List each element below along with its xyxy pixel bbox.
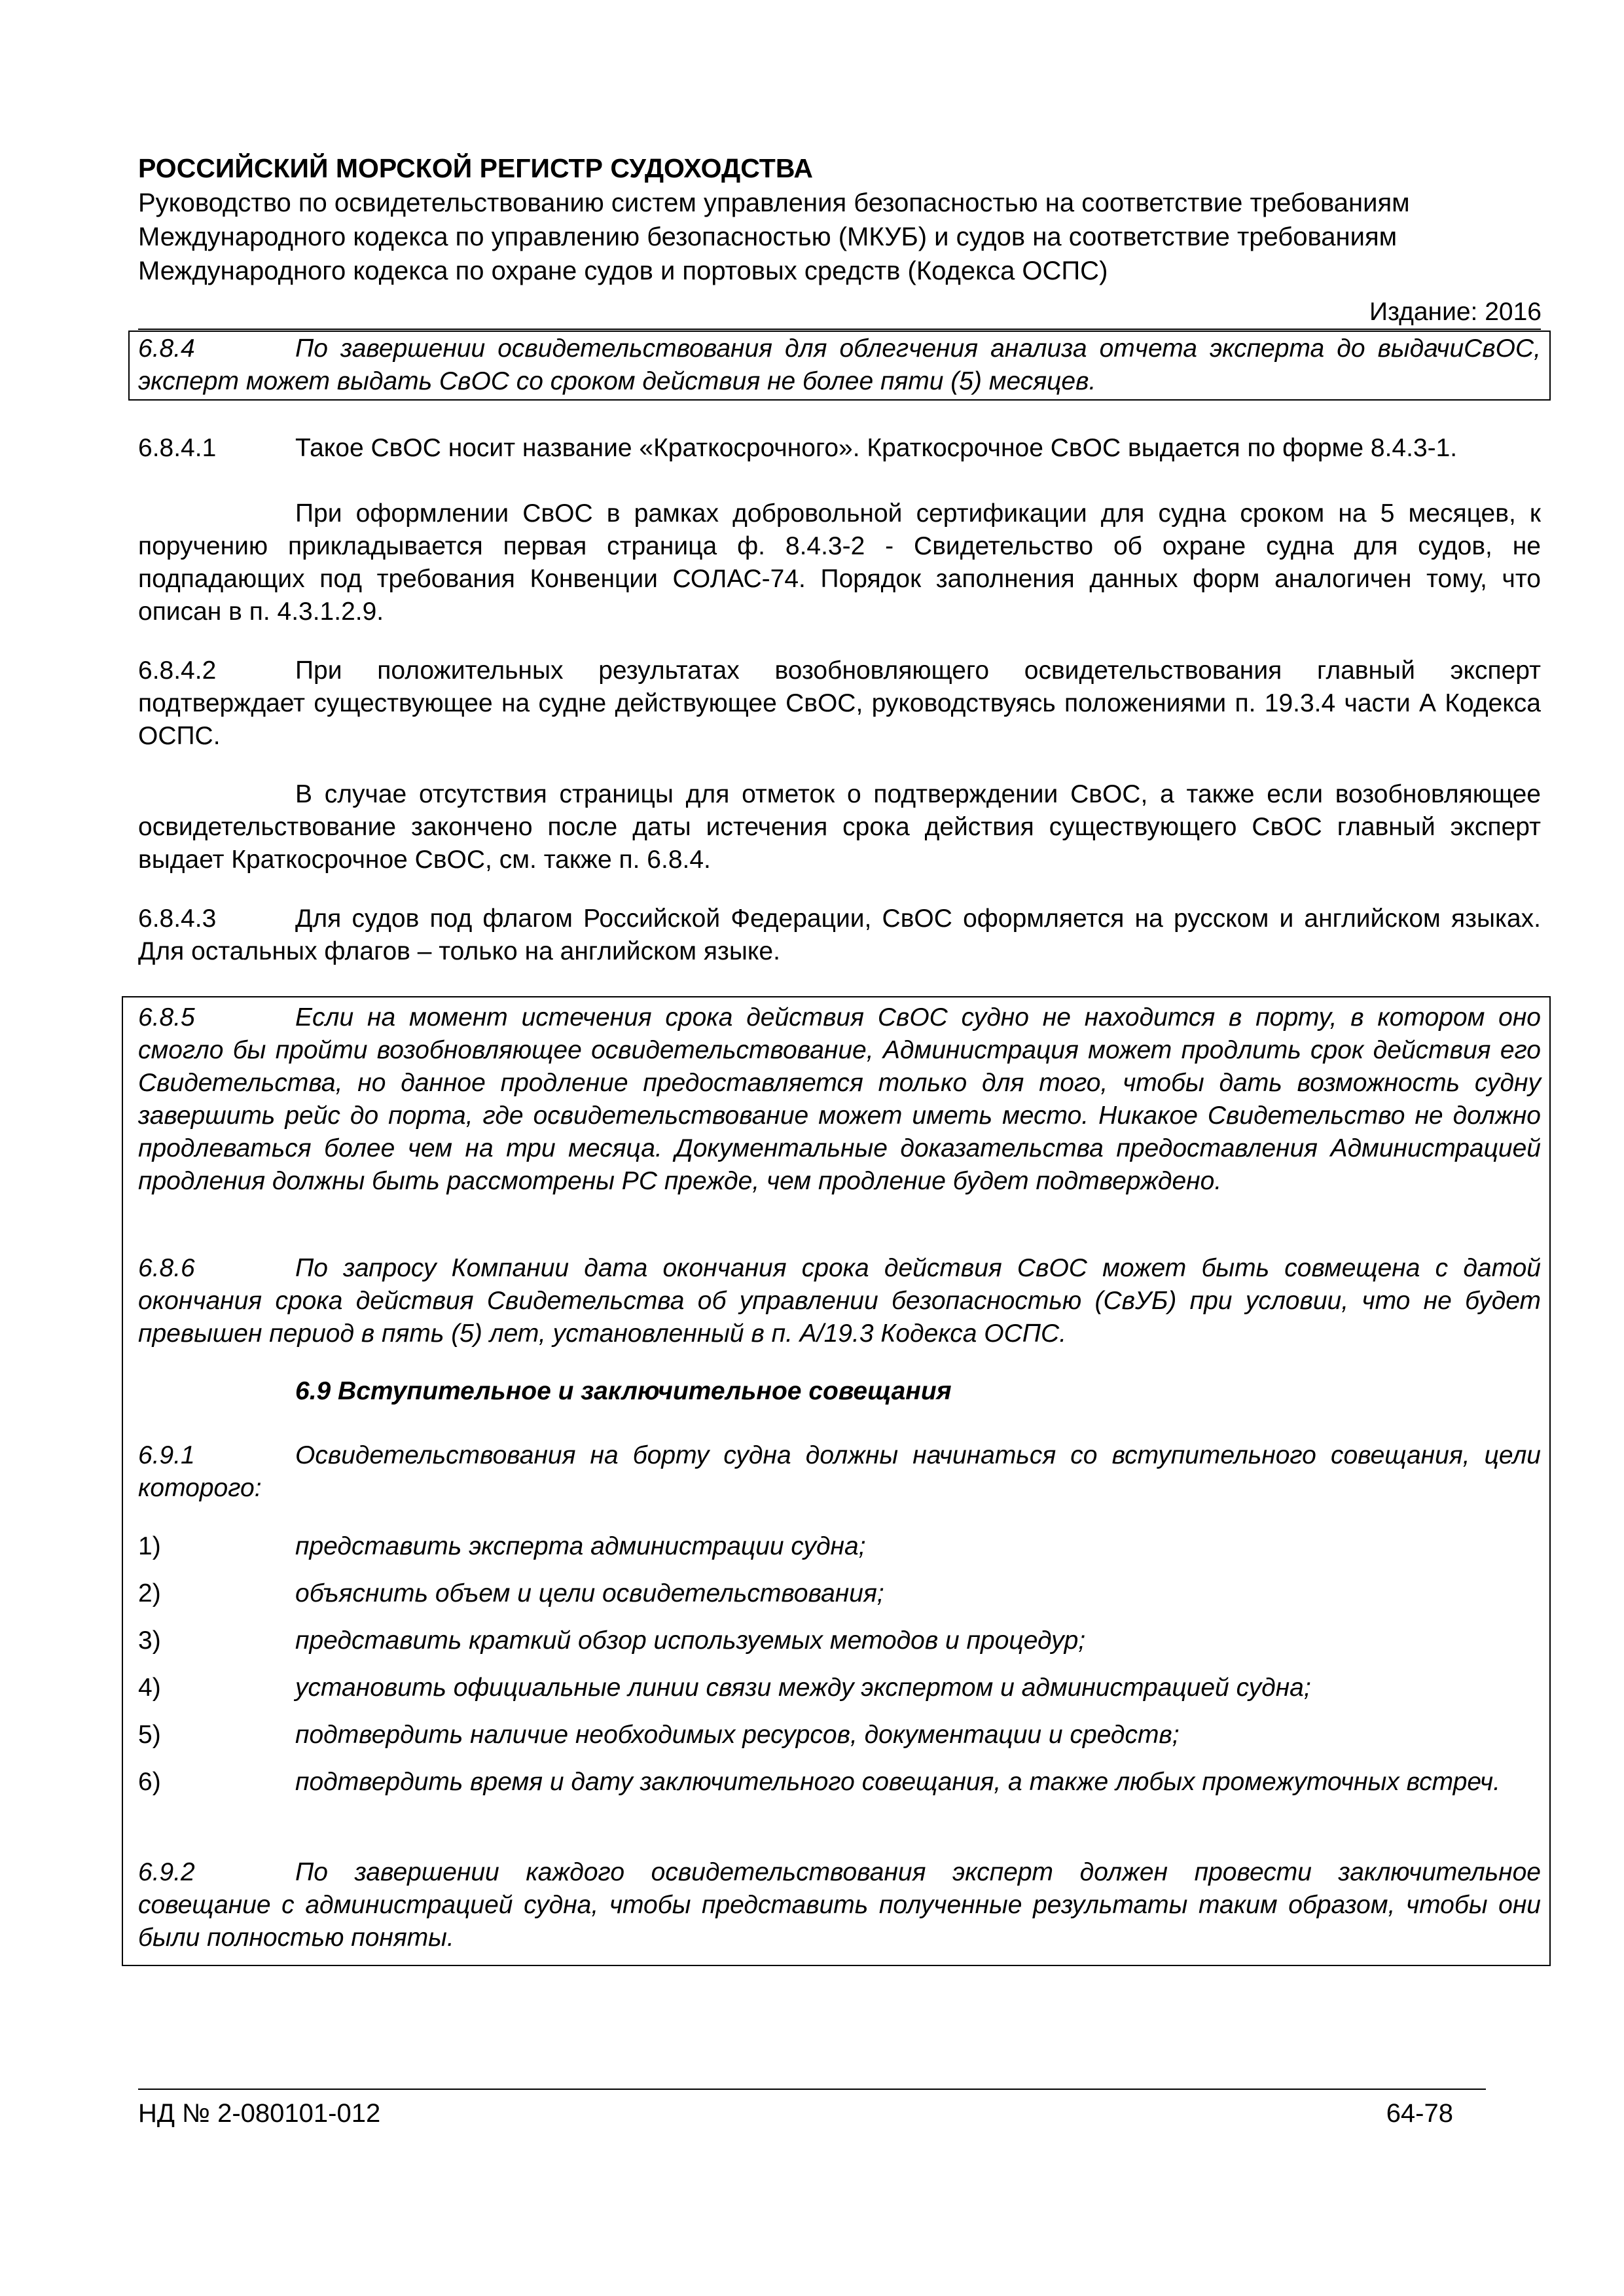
paragraph-text: В случае отсутствия страницы для отметок о подтверждении СвОС, а также если возобновляющее освидетельствование закончено после даты истечения срока действия существующего СвОС главный эксперт выдает Краткосрочное СвОС, см. также п. 6.8.4. — [138, 780, 1541, 874]
header-title-line-3: Международного кодекса по охране судов и портовых средств (Кодекса ОСПС) — [138, 257, 1108, 285]
section-6-9-2 — [138, 1856, 1541, 1954]
list-item-text: объяснить объем и цели освидетельствования; — [295, 1579, 884, 1607]
section-number: 6.9.2 — [138, 1858, 195, 1886]
section-text: Если на момент истечения срока действия СвОС судно не находится в порту, в котором оно смогло бы пройти возобновляющее освидетельствование, Администрация может продлить срок действия его Свидетельства, но данное продление предоставляется только для того, чтобы дать возможность судну завершить рейс до порта, где освидетельствование может иметь место. Никакое Свидетельство не должно продлеваться более чем на три месяца. Документальные доказательства предоставления Администрацией продления должны быть рассмотрены РС прежде, чем продление будет подтверждено. — [138, 1003, 1541, 1195]
section-6-8-4-2 — [138, 655, 1541, 753]
list-item-text: подтвердить время и дату заключительного совещания, а также любых промежуточных встреч. — [295, 1768, 1500, 1796]
section-text: По завершении каждого освидетельствования эксперт должен провести заключительное совещание с администрацией судна, чтобы представить полученные результаты таким образом, чтобы они были полностью поняты. — [138, 1858, 1541, 1952]
list-item-number: 3) — [138, 1626, 161, 1655]
section-number: 6.8.5 — [138, 1003, 195, 1031]
section-6-9-1 — [138, 1439, 1541, 1505]
section-text: По завершении освидетельствования для облегчения анализа отчета эксперта до выдачиСвОС, эксперт может выдать СвОС со сроком действия не более пяти (5) месяцев. — [138, 334, 1541, 395]
list-item-text: установить официальные линии связи между экспертом и администрацией судна; — [295, 1674, 1311, 1702]
section-text: При положительных результатах возобновляющего освидетельствования главный эксперт подтверждает существующее на судне действующее СвОС, руководствуясь положениями п. 19.3.4 части А Кодекса ОСПС. — [138, 656, 1541, 750]
section-text: Освидетельствования на борту судна должны начинаться со вступительного совещания, цели которого: — [138, 1441, 1541, 1502]
list-item-number: 6) — [138, 1768, 161, 1796]
section-6-8-6 — [138, 1252, 1541, 1350]
section-number: 6.8.4.1 — [138, 434, 217, 462]
list-item-text: подтвердить наличие необходимых ресурсов, документации и средств; — [295, 1721, 1180, 1749]
section-number: 6.8.4.2 — [138, 656, 217, 685]
paragraph-text: При оформлении СвОС в рамках добровольной сертификации для судна сроком на 5 месяцев, к поручению прикладывается первая страница ф. 8.4.3-2 - Свидетельство об охране судна для судов, не подпадающих под требования Конвенции СОЛАС-74. Порядок заполнения данных форм аналогичен тому, что описан в п. 4.3.1.2.9. — [138, 499, 1541, 626]
footer-page-number: 64-78 — [1386, 2099, 1453, 2128]
section-6-8-4-1 — [138, 432, 1541, 465]
section-number: 6.8.6 — [138, 1254, 195, 1282]
section-number: 6.8.4 — [138, 334, 195, 363]
header-title-line-2: Международного кодекса по управлению безопасностью (МКУБ) и судов на соответствие требованиям — [138, 223, 1398, 251]
edition-label: Издание: 2016 — [1369, 298, 1542, 326]
section-6-8-5 — [138, 1001, 1541, 1198]
footer-doc-number: НД № 2-080101-012 — [138, 2099, 381, 2128]
list-item-text: представить эксперта администрации судна; — [295, 1532, 866, 1560]
footer-rule — [138, 2089, 1486, 2090]
list-item-text: представить краткий обзор используемых методов и процедур; — [295, 1626, 1086, 1655]
header-title-line-1: Руководство по освидетельствованию систем управления безопасностью на соответствие требованиям — [138, 188, 1410, 217]
paragraph-6-8-4-1-b — [138, 497, 1541, 628]
section-6-8-4-3 — [138, 903, 1541, 968]
list-item-number: 5) — [138, 1721, 161, 1749]
section-text: Для судов под флагом Российской Федерации, СвОС оформляется на русском и английском языках. Для остальных флагов – только на английском языке. — [138, 905, 1541, 965]
section-text: Такое СвОС носит название «Краткосрочного». Краткосрочное СвОС выдается по форме 8.4.3-1. — [295, 434, 1458, 462]
paragraph-6-8-4-2-b — [138, 778, 1541, 876]
header-organization: РОССИЙСКИЙ МОРСКОЙ РЕГИСТР СУДОХОДСТВА — [138, 153, 814, 183]
section-text: По запросу Компании дата окончания срока действия СвОС может быть совмещена с датой окончания срока действия Свидетельства об управлении безопасностью (СвУБ) при условии, что не будет превышен период в пять (5) лет, установленный в п. A/19.3 Кодекса ОСПС. — [138, 1254, 1541, 1348]
section-6-8-4 — [138, 332, 1541, 398]
list-item-number: 4) — [138, 1674, 161, 1702]
section-number: 6.8.4.3 — [138, 905, 217, 933]
section-number: 6.9.1 — [138, 1441, 195, 1469]
list-item-number: 2) — [138, 1579, 161, 1607]
list-item-number: 1) — [138, 1532, 161, 1560]
header-rule — [138, 329, 1541, 330]
section-6-9-heading: 6.9 Вступительное и заключительное совещания — [295, 1377, 952, 1405]
